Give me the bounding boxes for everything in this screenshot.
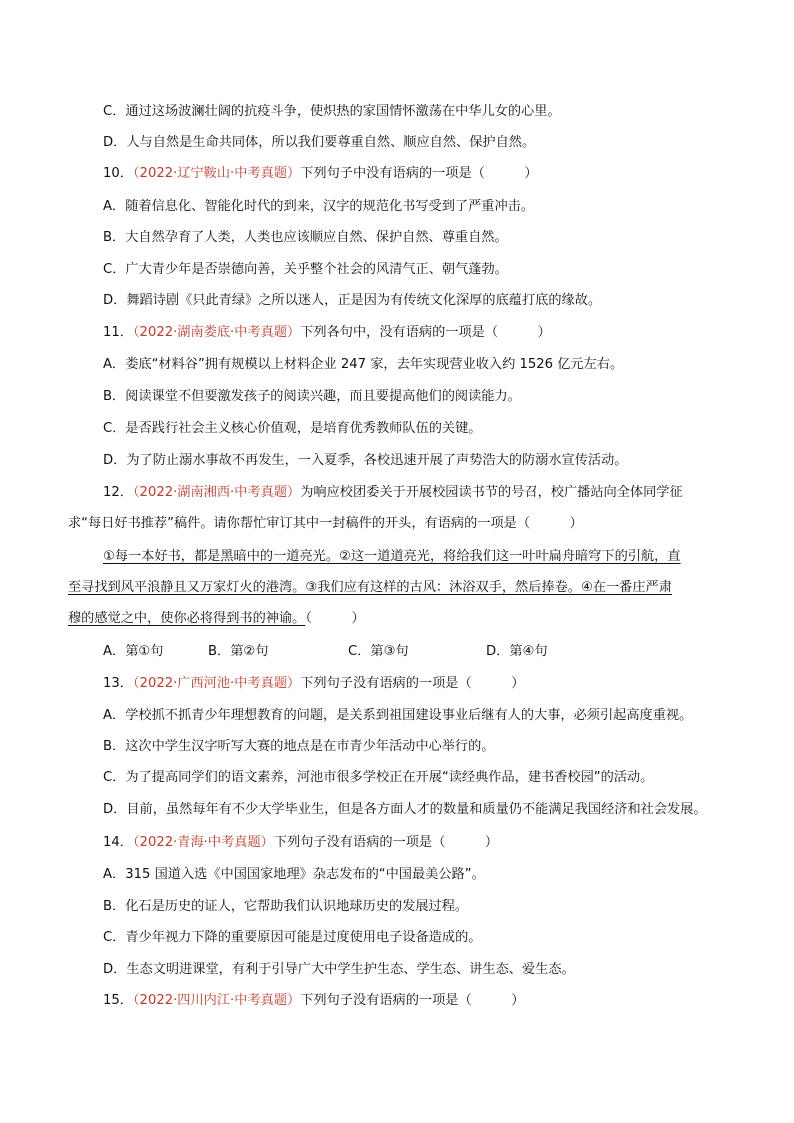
q14-option-c: C．青少年视力下降的重要原因可能是过度使用电子设备造成的。 [103, 930, 482, 945]
q12-options [103, 642, 703, 662]
question-source: （2022·广西河池·中考真题） [132, 676, 301, 691]
q9-option-c: C．通过这场波澜壮阔的抗疫斗争，使炽热的家国情怀激荡在中华儿女的心里。 [103, 104, 561, 119]
question-text: 下列句子没有语病的一项是（ ） [300, 676, 525, 691]
answer-blank: （ ） [305, 611, 365, 626]
q11-option-d: D．为了防止溺水事故不再发生，一入夏季，各校迅速开展了声势浩大的防溺水宣传活动。 [103, 453, 628, 468]
q12-option-b: B．第②句 [208, 644, 269, 659]
question-text: 下列各句中，没有语病的一项是（ ） [300, 325, 551, 340]
question-text: 下列句子中没有语病的一项是（ ） [300, 166, 538, 181]
q10-option-c: C．广大青少年是否崇德向善，关乎整个社会的风清气正、朝气蓬勃。 [103, 262, 508, 277]
q13-option-a: A．学校抓不抓青少年理想教育的问题，是关系到祖国建设事业后继有人的大事，必须引起高度重视。 [103, 708, 693, 723]
q12-option-c: C．第③句 [348, 644, 409, 659]
q14-option-a: A．315 国道入选《中国国家地理》杂志发布的“中国最美公路”。 [103, 867, 485, 882]
q12-option-a: A．第①句 [103, 644, 164, 659]
q12-passage-line-1: ①每一本好书，都是黑暗中的一道亮光。②这一道道亮光，将给我们这一叶叶扁舟暗穹下的引航，直 [103, 549, 681, 564]
q14-option-b: B．化石是历史的证人，它帮助我们认识地球历史的发展过程。 [103, 899, 469, 914]
q10-option-b: B．大自然孕育了人类，人类也应该顺应自然、保护自然、尊重自然。 [103, 230, 508, 245]
question-source: （2022·四川内江·中考真题） [132, 993, 301, 1008]
question-text: 为响应校团委关于开展校园读书节的号召，校广播站向全体同学征 [300, 485, 683, 500]
q13-option-d: D．目前，虽然每年有不少大学毕业生，但是各方面人才的数量和质量仍不能满足我国经济和社会发展。 [103, 802, 707, 817]
question-number: 10． [103, 166, 133, 181]
question-number: 14． [103, 835, 133, 850]
question-text: 下列句子没有语病的一项是（ ） [300, 993, 525, 1008]
q11-option-c: C．是否践行社会主义核心价值观，是培育优秀教师队伍的关键。 [103, 421, 482, 436]
q12-passage-line-2: 至寻找到风平浪静且又万家灯火的港湾。③我们应有这样的古风：沐浴双手，然后捧卷。④在一番庄严肃 [68, 580, 672, 595]
q13-option-b: B．这次中学生汉字听写大赛的地点是在市青少年活动中心举行的。 [103, 739, 495, 754]
question-source: （2022·湖南娄底·中考真题） [132, 325, 301, 340]
q15-stem [103, 991, 734, 1011]
question-number: 13． [103, 676, 133, 691]
question-source: （2022·辽宁鞍山·中考真题） [132, 166, 301, 181]
q9-option-d: D．人与自然是生命共同体，所以我们要尊重自然、顺应自然、保护自然。 [103, 135, 536, 150]
q14-stem [103, 833, 734, 853]
q12-stem [103, 483, 734, 503]
q11-stem [103, 323, 734, 343]
q12-stem-continued: 求“每日好书推荐”稿件。请你帮忙审订其中一封稿件的开头，有语病的一项是（ ） [68, 516, 583, 531]
q11-option-a: A．娄底“材料谷”拥有规模以上材料企业 247 家，去年实现营业收入约 1526 亿元左右。 [103, 357, 624, 372]
q10-option-a: A．随着信息化、智能化时代的到来，汉字的规范化书写受到了严重冲击。 [103, 199, 535, 214]
question-number: 12． [103, 485, 133, 500]
q13-stem [103, 674, 734, 694]
q13-option-c: C．为了提高同学们的语文素养，河池市很多学校正在开展“读经典作品，建书香校园”的活动。 [103, 770, 654, 785]
q11-option-b: B．阅读课堂不但要激发孩子的阅读兴趣，而且要提高他们的阅读能力。 [103, 389, 521, 404]
q10-stem [103, 164, 734, 184]
question-source: （2022·青海·中考真题） [132, 835, 274, 850]
q10-option-d: D．舞蹈诗剧《只此青绿》之所以迷人，正是因为有传统文化深厚的底蕴打底的缘故。 [103, 293, 602, 308]
q12-passage-line-3 [68, 609, 734, 629]
q14-option-d: D．生态文明进课堂，有利于引导广大中学生护生态、学生态、讲生态、爱生态。 [103, 962, 575, 977]
question-source: （2022·湖南湘西·中考真题） [132, 485, 301, 500]
q12-passage-text: 穆的感觉之中，使你必将得到书的神谕。 [68, 611, 306, 626]
question-text: 下列句子没有语病的一项是（ ） [273, 835, 499, 850]
question-number: 11． [103, 325, 133, 340]
question-number: 15． [103, 993, 133, 1008]
q12-option-d: D．第④句 [486, 644, 548, 659]
